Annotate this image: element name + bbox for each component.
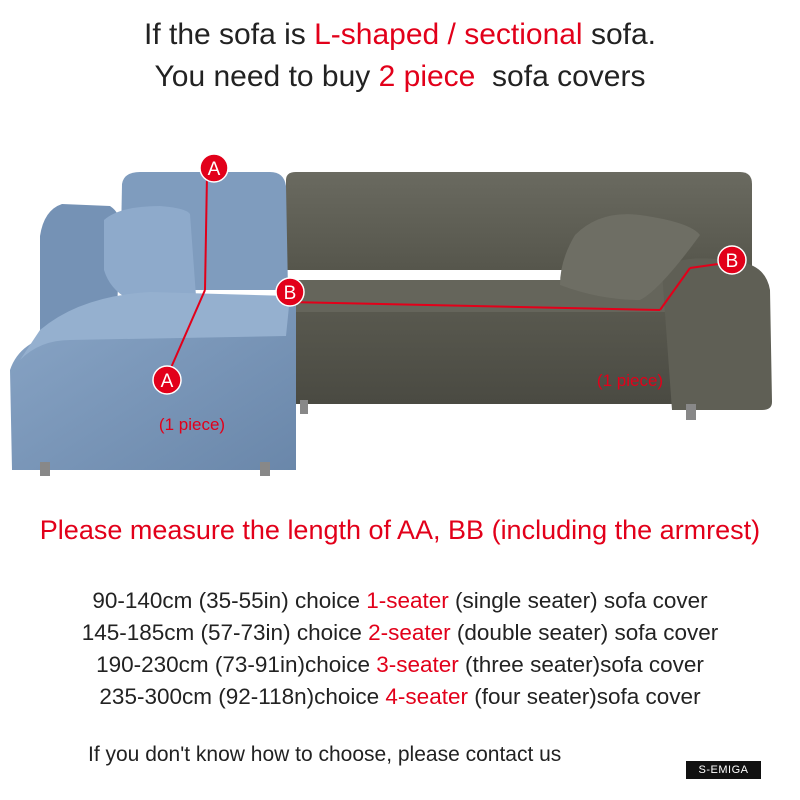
piece-label-left: (1 piece): [158, 415, 226, 434]
size-seater: 2-seater: [368, 620, 451, 645]
size-row: [0, 684, 800, 710]
size-desc: (single seater) sofa cover: [448, 588, 708, 613]
blue-sofa-leg-right: [260, 462, 270, 476]
marker-a-top: [200, 154, 228, 182]
heading-line-1-pre: If the sofa is: [144, 18, 315, 51]
contact-note: If you don't know how to choose, please contact us: [88, 743, 562, 766]
marker-a-top-label: A: [207, 159, 221, 180]
heading-line-1-post: sofa.: [582, 18, 656, 51]
size-seater: 1-seater: [366, 588, 449, 613]
marker-b-left-label: B: [283, 283, 297, 304]
piece-label-right: (1 piece): [596, 371, 664, 390]
blue-sofa-leg-left: [40, 462, 50, 476]
size-row: [0, 588, 800, 614]
heading-line-2-post: sofa covers: [475, 60, 646, 93]
size-row: [0, 652, 800, 678]
size-desc: (three seater)sofa cover: [458, 652, 704, 677]
grey-sofa-armrest: [662, 258, 772, 410]
size-range: 190-230cm (73-91in)choice: [96, 652, 377, 677]
grey-sofa: [280, 172, 772, 420]
grey-sofa-leg-left: [300, 400, 308, 414]
size-row: [0, 620, 800, 646]
size-range: 145-185cm (57-73in) choice: [81, 620, 369, 645]
measure-instruction: Please measure the length of AA, BB (including the armrest): [39, 515, 761, 545]
grey-sofa-leg-right: [686, 404, 696, 420]
blue-sofa-pillow: [104, 206, 196, 300]
heading-line-1-highlight: L-shaped / sectional: [314, 18, 583, 51]
marker-b-left: [276, 278, 304, 306]
size-desc: (four seater)sofa cover: [467, 684, 701, 709]
size-seater: 3-seater: [376, 652, 459, 677]
marker-a-bottom-label: A: [160, 371, 174, 392]
size-range: 90-140cm (35-55in) choice: [92, 588, 367, 613]
heading-line-2-pre: You need to buy: [154, 60, 379, 93]
size-seater: 4-seater: [385, 684, 468, 709]
blue-sofa: [10, 172, 296, 476]
size-desc: (double seater) sofa cover: [450, 620, 719, 645]
size-range: 235-300cm (92-118n)choice: [99, 684, 386, 709]
marker-a-bottom: [153, 366, 181, 394]
marker-b-right-label: B: [725, 251, 739, 272]
marker-b-right: [718, 246, 746, 274]
heading-line-2-highlight: 2 piece: [378, 60, 476, 93]
brand-label: S-EMIGA: [686, 761, 761, 779]
